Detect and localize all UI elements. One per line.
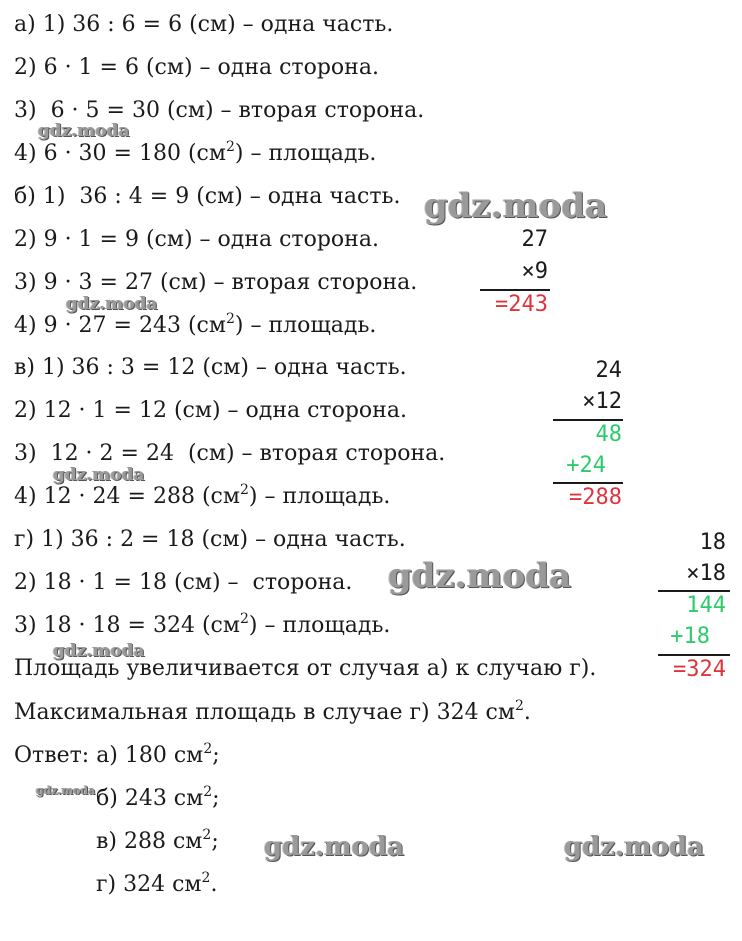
answer-line-a: Ответ: а) 180 $см^2$; <box>14 741 220 768</box>
line-v4: 4) 12 · 24 = 288 $(см^2)$ – площадь. <box>14 482 391 509</box>
watermark: gdz.moda <box>388 556 572 596</box>
line-a2: 2) 6 · 1 = 6 (см) – одна сторона. <box>14 55 379 80</box>
watermark: gdz.moda <box>53 641 145 661</box>
calc2-factor-a: 24 <box>595 358 622 383</box>
answer-line-g: г) 324 $см^2$. <box>96 870 218 897</box>
line-v2: 2) 12 · 1 = 12 (см) – одна сторона. <box>14 398 407 423</box>
watermark: gdz.moda <box>53 465 145 485</box>
calc3-factor-a: 18 <box>699 530 726 555</box>
calc2-partial-1: 48 <box>595 422 622 447</box>
calc3-partial-2: +18 <box>670 624 710 649</box>
calc3-result: =324 <box>673 657 726 682</box>
line-b2: 2) 9 · 1 = 9 (см) – одна сторона. <box>14 227 379 252</box>
watermark: gdz.moda <box>36 784 96 797</box>
calc2-partial-2: +24 <box>566 453 606 478</box>
line-g1: г) 1) 36 : 2 = 18 (см) – одна часть. <box>14 527 406 552</box>
watermark: gdz.moda <box>66 294 158 314</box>
conclusion-line: Площадь увеличивается от случая а) к случаю г). <box>14 656 597 681</box>
line-a3: 3) 6 · 5 = 30 (см) – вторая сторона. <box>14 98 425 123</box>
line-v3: 3) 12 · 2 = 24 (см) – вторая сторона. <box>14 441 446 466</box>
calc3-partial-1: 144 <box>686 593 726 618</box>
line-b1: б) 1) 36 : 4 = 9 (см) – одна часть. <box>14 184 401 209</box>
calc3-factor-b: ×18 <box>686 561 726 586</box>
calc1-factor-a: 27 <box>521 227 548 252</box>
watermark: gdz.moda <box>264 832 405 862</box>
calc2-factor-b: ×12 <box>582 389 622 414</box>
line-b3: 3) 9 · 3 = 27 (см) – вторая сторона. <box>14 270 418 295</box>
calc1-factor-b: ×9 <box>521 259 548 284</box>
line-v1: в) 1) 36 : 3 = 12 (см) – одна часть. <box>14 355 407 380</box>
line-g3: 3) 18 · 18 = 324 $(см^2)$ – площадь. <box>14 611 391 638</box>
watermark: gdz.moda <box>38 121 130 141</box>
watermark: gdz.moda <box>424 186 608 226</box>
max-area-line: Максимальная площадь в случае г) 324 $см^2$. <box>14 698 531 725</box>
line-a1: а) 1) 36 : 6 = 6 (см) – одна часть. <box>14 12 394 37</box>
calc2-result: =288 <box>569 485 622 510</box>
answer-line-b: б) 243 $см^2$; <box>96 784 220 811</box>
calc1-result: =243 <box>495 292 548 317</box>
watermark: gdz.moda <box>564 832 705 862</box>
line-g2: 2) 18 · 1 = 18 (см) – сторона. <box>14 570 353 595</box>
answer-line-v: в) 288 $см^2$; <box>96 827 219 854</box>
line-b4: 4) 9 · 27 = 243 $(см^2)$ – площадь. <box>14 311 377 338</box>
line-a4: 4) 6 · 30 = 180 $(см^2)$ – площадь. <box>14 139 377 166</box>
